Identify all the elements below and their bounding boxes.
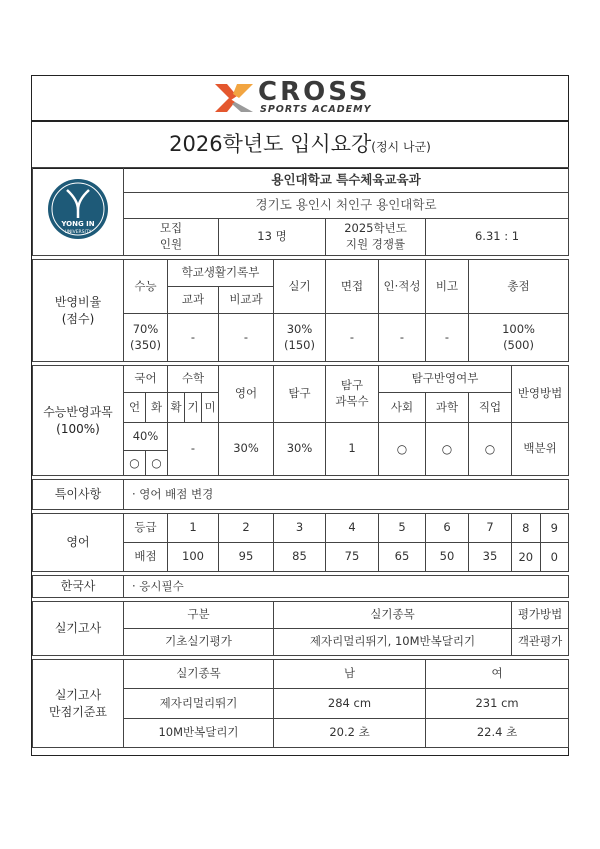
recruit-value: 13 명 xyxy=(219,219,326,256)
english-grade-7: 7 xyxy=(469,514,512,543)
standard-male: 284 cm xyxy=(274,689,426,719)
practical-h-events: 실기종목 xyxy=(274,602,512,629)
ratio-h-school: 학교생활기록부 xyxy=(168,260,274,287)
ratio-v-practical: 30% (150) xyxy=(274,314,326,362)
practical-label: 실기고사 xyxy=(33,602,124,656)
subjects-m2: 기 xyxy=(185,393,202,423)
subjects-v-inquiry: 30% xyxy=(274,423,326,476)
ratio-h-other: 비고 xyxy=(426,260,469,314)
subjects-v-s3: ○ xyxy=(469,423,512,476)
ratio-h-aptitude: 인·적성 xyxy=(379,260,426,314)
notes-label: 특이사항 xyxy=(33,480,124,510)
subjects-v-method: 백분위 xyxy=(512,423,569,476)
subjects-h-reflect: 탐구반영여부 xyxy=(379,366,512,393)
subjects-m1: 확 xyxy=(168,393,185,423)
ratio-v-subject: - xyxy=(168,314,219,362)
subjects-v-korean: 40% xyxy=(124,423,168,451)
ratio-h-subject: 교과 xyxy=(168,287,219,314)
practical-v-method: 객관평가 xyxy=(512,629,569,656)
english-grade-6: 6 xyxy=(426,514,469,543)
english-grade-1: 1 xyxy=(168,514,219,543)
standard-label: 실기고사 만점기준표 xyxy=(33,660,124,748)
practical-h-category: 구분 xyxy=(124,602,274,629)
subjects-h-count: 탐구 과목수 xyxy=(326,366,379,423)
standard-male: 20.2 초 xyxy=(274,719,426,748)
standard-h-male: 남 xyxy=(274,660,426,689)
standard-event: 10M반복달리기 xyxy=(124,719,274,748)
univ-address: 경기도 용인시 처인구 용인대학로 xyxy=(124,193,569,219)
admission-sheet xyxy=(31,75,569,756)
english-score-3: 85 xyxy=(274,543,326,572)
ratio-v-total: 100% (500) xyxy=(469,314,569,362)
history-label: 한국사 xyxy=(33,576,124,598)
english-grade-4: 4 xyxy=(326,514,379,543)
english-grade-5: 5 xyxy=(379,514,426,543)
ratio-v-other: - xyxy=(426,314,469,362)
ratio-h-total: 총점 xyxy=(469,260,569,314)
subjects-h-method: 반영방법 xyxy=(512,366,569,423)
english-grade-label: 등급 xyxy=(124,514,168,543)
recruit-label: 모집 인원 xyxy=(124,219,219,256)
title-main: 2026학년도 입시요강 xyxy=(169,132,372,156)
subjects-v-math: - xyxy=(168,423,219,476)
cross-logo-icon xyxy=(213,82,255,114)
univ-name: 용인대학교 특수체육교육과 xyxy=(124,168,569,193)
univ-logo-text2: UNIVERSITY xyxy=(64,230,92,236)
english-score-6: 50 xyxy=(426,543,469,572)
english-grade-3: 3 xyxy=(274,514,326,543)
english-grade-9: 9 xyxy=(550,521,558,535)
english-score-7: 35 xyxy=(469,543,512,572)
history-text: · 응시필수 xyxy=(124,576,569,598)
title-sub: (정시 나군) xyxy=(371,140,431,154)
ratio-h-suneung: 수능 xyxy=(124,260,168,314)
practical-v-category: 기초실기평가 xyxy=(124,629,274,656)
english-grade-2: 2 xyxy=(219,514,274,543)
english-grade-8-9 xyxy=(512,514,569,543)
subjects-h-english: 영어 xyxy=(219,366,274,423)
ratio-h-interview: 면접 xyxy=(326,260,379,314)
subjects-v-english: 30% xyxy=(219,423,274,476)
standard-event: 제자리멀리뛰기 xyxy=(124,689,274,719)
english-score-2: 95 xyxy=(219,543,274,572)
info-grid xyxy=(32,167,568,748)
subjects-s1: 사회 xyxy=(379,393,426,423)
notes-text: · 영어 배점 변경 xyxy=(124,480,569,510)
practical-h-method: 평가방법 xyxy=(512,602,569,629)
subjects-s2: 과학 xyxy=(426,393,469,423)
yongin-univ-logo-icon xyxy=(47,178,109,240)
subjects-v-k1: ○ xyxy=(124,451,146,476)
ratio-h-practical: 실기 xyxy=(274,260,326,314)
rate-value: 6.31 : 1 xyxy=(426,219,569,256)
english-grade-8: 8 xyxy=(512,514,541,542)
subjects-m3: 미 xyxy=(202,393,219,423)
ratio-v-suneung: 70% (350) xyxy=(124,314,168,362)
ratio-v-interview: - xyxy=(326,314,379,362)
logo-tagline: SPORTS ACADEMY xyxy=(260,104,372,115)
subjects-k2: 화 xyxy=(146,393,168,423)
ratio-label: 반영비율 (점수) xyxy=(33,260,124,362)
subjects-h-korean: 국어 xyxy=(124,366,168,393)
rate-label: 2025학년도 지원 경쟁률 xyxy=(326,219,426,256)
univ-logo-cell xyxy=(33,168,124,256)
english-score-1: 100 xyxy=(168,543,219,572)
subjects-h-inquiry: 탐구 xyxy=(274,366,326,423)
subjects-label: 수능반영과목 (100%) xyxy=(33,366,124,476)
logo-bar xyxy=(32,76,568,122)
subjects-v-s2: ○ xyxy=(426,423,469,476)
standard-female: 22.4 초 xyxy=(426,719,569,748)
standard-h-female: 여 xyxy=(426,660,569,689)
subjects-h-math: 수학 xyxy=(168,366,219,393)
practical-v-events: 제자리멀리뛰기, 10M반복달리기 xyxy=(274,629,512,656)
univ-logo-text: YONG IN xyxy=(61,220,95,229)
english-score-5: 65 xyxy=(379,543,426,572)
english-score-9: 0 xyxy=(550,550,558,564)
ratio-v-nonsubject: - xyxy=(219,314,274,362)
page-title xyxy=(32,122,568,169)
subjects-s3: 직업 xyxy=(469,393,512,423)
logo-brand: CROSS xyxy=(258,77,371,107)
ratio-h-nonsubject: 비교과 xyxy=(219,287,274,314)
english-score-8: 20 xyxy=(512,543,541,571)
subjects-v-s1: ○ xyxy=(379,423,426,476)
subjects-k1: 언 xyxy=(124,393,146,423)
english-score-label: 배점 xyxy=(124,543,168,572)
subjects-v-count: 1 xyxy=(326,423,379,476)
standard-h-event: 실기종목 xyxy=(124,660,274,689)
english-score-8-9 xyxy=(512,543,569,572)
english-label: 영어 xyxy=(33,514,124,572)
subjects-v-k2: ○ xyxy=(146,451,168,476)
ratio-v-aptitude: - xyxy=(379,314,426,362)
standard-female: 231 cm xyxy=(426,689,569,719)
admission-table xyxy=(32,167,569,748)
english-score-4: 75 xyxy=(326,543,379,572)
